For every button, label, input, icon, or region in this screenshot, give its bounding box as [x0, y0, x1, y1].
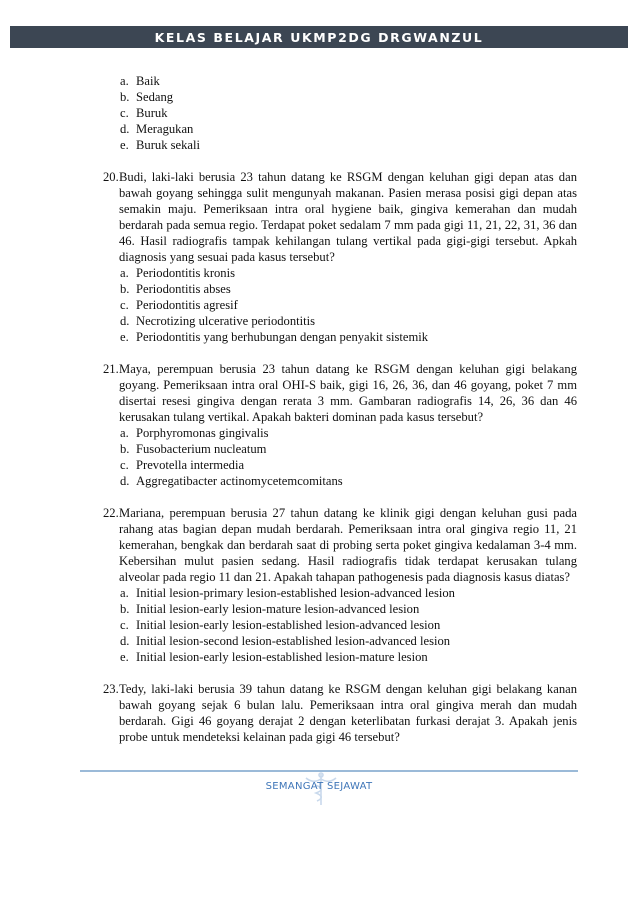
question-number: 21.	[103, 362, 119, 376]
option-text: Periodontitis kronis	[136, 266, 236, 280]
option-text: Periodontitis agresif	[136, 298, 238, 312]
option-letter: a.	[120, 426, 129, 440]
question-number: 20.	[103, 170, 119, 184]
option-text: Periodontitis abses	[136, 282, 231, 296]
option-item	[103, 457, 577, 473]
option-text: Buruk sekali	[136, 138, 201, 152]
question-text	[103, 505, 577, 585]
option-letter: b.	[120, 442, 130, 456]
question-body: Tedy, laki-laki berusia 39 tahun datang ke RSGM dengan keluhan gigi belakang kanan bawah goyang sejak 6 bulan lalu. Pemeriksaan intra oral gingiva merah dan mudah berdarah. Gigi 46 goyang derajat 2 dengan keterlibatan furkasi derajat 3. Apakah jenis probe untuk mendeteksi kelainan pada gigi 46 tersebut?	[119, 682, 577, 744]
option-item	[103, 473, 577, 489]
option-text: Necrotizing ulcerative periodontitis	[136, 314, 316, 328]
question-body: Budi, laki-laki berusia 23 tahun datang ke RSGM dengan keluhan gigi depan atas dan bawah goyang sehingga sulit mengunyah makanan. Pasien merasa posisi gigi depan atas semakin maju. Pemeriksaan intra oral hygiene baik, gingiva kemerahan dan mudah berdarah pada semua regio. Terdapat poket sedalam 7 mm pada gigi 11, 21, 22, 31, 36 dan 46. Hasil radiografis tampak kehilangan tulang vertikal pada gigi-gigi tersebut. Apkah diagnosis yang sesuai pada kasus tersebut?	[119, 170, 577, 264]
options-list	[103, 425, 577, 489]
option-letter: c.	[120, 298, 129, 312]
option-text: Porphyromonas gingivalis	[136, 426, 269, 440]
option-text: Meragukan	[136, 122, 194, 136]
question-number: 23.	[103, 682, 119, 696]
option-letter: e.	[120, 138, 129, 152]
option-letter: c.	[120, 106, 129, 120]
option-item	[103, 329, 577, 345]
option-letter: d.	[120, 474, 130, 488]
option-item	[103, 617, 577, 633]
option-item	[103, 297, 577, 313]
footer	[0, 781, 638, 792]
option-item	[103, 585, 577, 601]
option-letter: d.	[120, 122, 130, 136]
prev-options	[103, 73, 577, 153]
option-letter: d.	[120, 634, 130, 648]
option-letter: c.	[120, 618, 129, 632]
question-21	[103, 361, 577, 489]
option-text: Initial lesion-early lesion-established lesion-mature lesion	[136, 650, 428, 664]
option-letter: b.	[120, 602, 130, 616]
footer-text: SEMANGAT SEJAWAT	[265, 781, 373, 792]
option-item	[103, 265, 577, 281]
option-item	[103, 73, 577, 89]
options-list	[103, 265, 577, 345]
option-letter: c.	[120, 458, 129, 472]
option-letter: d.	[120, 314, 130, 328]
question-text	[103, 169, 577, 265]
question-text	[103, 361, 577, 425]
option-text: Initial lesion-primary lesion-established lesion-advanced lesion	[136, 586, 455, 600]
option-text: Initial lesion-early lesion-established lesion-advanced lesion	[136, 618, 441, 632]
question-23	[103, 681, 577, 745]
option-item	[103, 105, 577, 121]
page-header	[10, 26, 628, 48]
option-item	[103, 601, 577, 617]
question-body: Mariana, perempuan berusia 27 tahun datang ke klinik gigi dengan keluhan gusi pada rahang atas bagian depan mudah berdarah. Pemeriksaan intra oral gingiva regio 11, 21 kemerahan, bengkak dan berdarah saat di probing serta poket gingiva kedalaman 3-4 mm. Kebersihan mulut pasien sedang. Hasil radiografis tidak terdapat kerusakan tulang alveolar pada regio 11 dan 21. Apakah tahapan pathogenesis pada diagnosis kasus diatas?	[119, 506, 577, 584]
option-text: Initial lesion-second lesion-established lesion-advanced lesion	[136, 634, 451, 648]
question-22	[103, 505, 577, 665]
option-item	[103, 89, 577, 105]
option-letter: a.	[120, 266, 129, 280]
question-text	[103, 681, 577, 745]
question-body: Maya, perempuan berusia 23 tahun datang ke RSGM dengan keluhan gigi belakang goyang. Pemeriksaan intra oral OHI-S baik, gigi 16, 26, 36, dan 46 goyang, poket 7 mm disertai resesi gingiva dengan rerata 3 mm. Gambaran radiografis 14, 26, 36 dan 46 kerusakan tulang vertikal. Apakah bakteri dominan pada kasus tersebut?	[119, 362, 577, 424]
option-item	[103, 633, 577, 649]
document-body	[103, 73, 577, 745]
option-letter: b.	[120, 282, 130, 296]
option-item	[103, 425, 577, 441]
option-text: Buruk	[136, 106, 168, 120]
option-text: Fusobacterium nucleatum	[136, 442, 267, 456]
option-item	[103, 137, 577, 153]
option-item	[103, 441, 577, 457]
option-text: Baik	[136, 74, 160, 88]
option-letter: e.	[120, 650, 129, 664]
option-letter: a.	[120, 74, 129, 88]
option-text: Periodontitis yang berhubungan dengan penyakit sistemik	[136, 330, 429, 344]
option-text: Aggregatibacter actinomycetemcomitans	[136, 474, 343, 488]
option-letter: a.	[120, 586, 129, 600]
option-item	[103, 313, 577, 329]
option-text: Initial lesion-early lesion-mature lesion-advanced lesion	[136, 602, 420, 616]
option-letter: b.	[120, 90, 130, 104]
question-number: 22.	[103, 506, 119, 520]
options-list	[103, 585, 577, 665]
option-letter: e.	[120, 330, 129, 344]
option-item	[103, 121, 577, 137]
header-title: KELAS BELAJAR UKMP2DG DRGWANZUL	[154, 29, 484, 45]
option-text: Sedang	[136, 90, 174, 104]
option-item	[103, 281, 577, 297]
option-text: Prevotella intermedia	[136, 458, 245, 472]
question-20	[103, 169, 577, 345]
option-item	[103, 649, 577, 665]
